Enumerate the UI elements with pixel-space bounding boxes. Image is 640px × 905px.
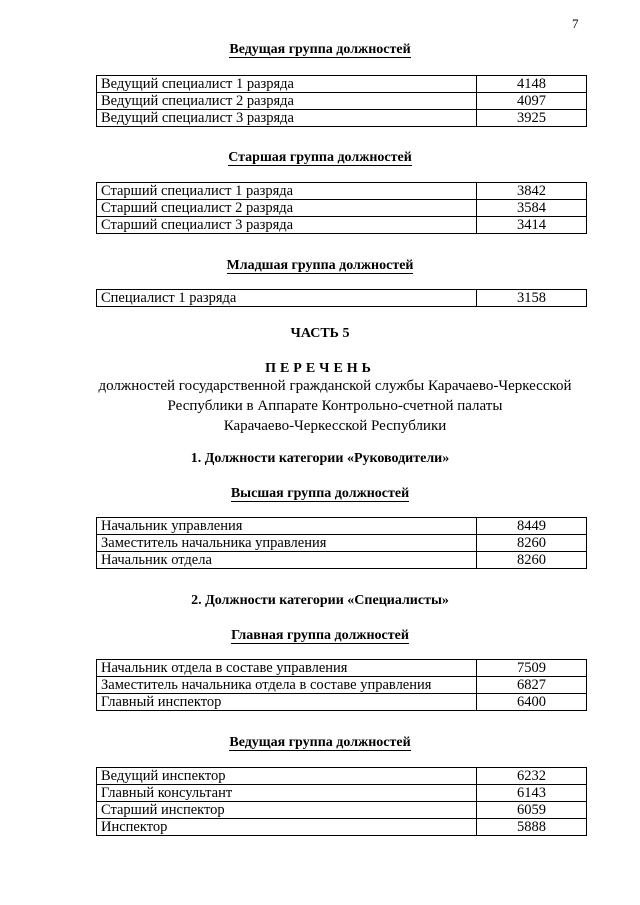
position-cell: Старший специалист 1 разряда: [97, 183, 477, 200]
group-title: Старшая группа должностей: [228, 150, 412, 165]
value-cell: 5888: [477, 819, 587, 836]
position-cell: Начальник отдела: [97, 552, 477, 569]
positions-table: [96, 289, 587, 307]
value-cell: 6059: [477, 802, 587, 819]
position-cell: Старший специалист 3 разряда: [97, 217, 477, 234]
value-cell: 3414: [477, 217, 587, 234]
value-cell: 3584: [477, 200, 587, 217]
positions-table: [96, 767, 587, 836]
position-cell: Главный инспектор: [97, 694, 477, 711]
group-title: Младшая группа должностей: [226, 258, 414, 273]
table-row: [97, 518, 587, 535]
value-cell: 6827: [477, 677, 587, 694]
position-cell: Ведущий инспектор: [97, 768, 477, 785]
table-row: [97, 93, 587, 110]
positions-table: [96, 659, 587, 711]
perechen-title: ПЕРЕЧЕНЬ: [265, 361, 375, 376]
positions-table: [96, 517, 587, 569]
table-row: [97, 200, 587, 217]
table-row: [97, 819, 587, 836]
table-row: [97, 535, 587, 552]
description-line: Республики в Аппарате Контрольно-счетной палаты: [167, 398, 503, 414]
group-title: Высшая группа должностей: [230, 486, 410, 501]
position-cell: Ведущий специалист 2 разряда: [97, 93, 477, 110]
value-cell: 3842: [477, 183, 587, 200]
table-row: [97, 110, 587, 127]
position-cell: Старший инспектор: [97, 802, 477, 819]
position-cell: Специалист 1 разряда: [97, 290, 477, 307]
value-cell: 4097: [477, 93, 587, 110]
position-cell: Инспектор: [97, 819, 477, 836]
table-row: [97, 694, 587, 711]
table-row: [97, 802, 587, 819]
position-cell: Старший специалист 2 разряда: [97, 200, 477, 217]
page-number: 7: [572, 16, 579, 31]
table-row: [97, 677, 587, 694]
value-cell: 3925: [477, 110, 587, 127]
table-row: [97, 660, 587, 677]
group-title: Ведущая группа должностей: [229, 735, 411, 750]
value-cell: 8260: [477, 535, 587, 552]
category-title: 2. Должности категории «Специалисты»: [191, 593, 449, 608]
group-title: Главная группа должностей: [231, 628, 409, 643]
position-cell: Ведущий специалист 3 разряда: [97, 110, 477, 127]
value-cell: 6400: [477, 694, 587, 711]
position-cell: Начальник отдела в составе управления: [97, 660, 477, 677]
positions-table: [96, 182, 587, 234]
table-row: [97, 785, 587, 802]
part-title: ЧАСТЬ 5: [290, 326, 350, 341]
value-cell: 3158: [477, 290, 587, 307]
category-title: 1. Должности категории «Руководители»: [190, 451, 450, 466]
table-row: [97, 76, 587, 93]
group-title: Ведущая группа должностей: [229, 42, 411, 57]
value-cell: 6143: [477, 785, 587, 802]
value-cell: 8449: [477, 518, 587, 535]
value-cell: 6232: [477, 768, 587, 785]
perechen-description: [80, 376, 590, 436]
table-row: [97, 217, 587, 234]
value-cell: 4148: [477, 76, 587, 93]
value-cell: 7509: [477, 660, 587, 677]
position-cell: Ведущий специалист 1 разряда: [97, 76, 477, 93]
table-row: [97, 552, 587, 569]
table-row: [97, 183, 587, 200]
value-cell: 8260: [477, 552, 587, 569]
position-cell: Заместитель начальника отдела в составе управления: [97, 677, 477, 694]
position-cell: Главный консультант: [97, 785, 477, 802]
position-cell: Начальник управления: [97, 518, 477, 535]
description-line: Карачаево-Черкесской Республики: [223, 418, 447, 434]
positions-table: [96, 75, 587, 127]
table-row: [97, 768, 587, 785]
description-line: должностей государственной гражданской службы Карачаево-Черкесской: [98, 378, 572, 394]
table-row: [97, 290, 587, 307]
position-cell: Заместитель начальника управления: [97, 535, 477, 552]
